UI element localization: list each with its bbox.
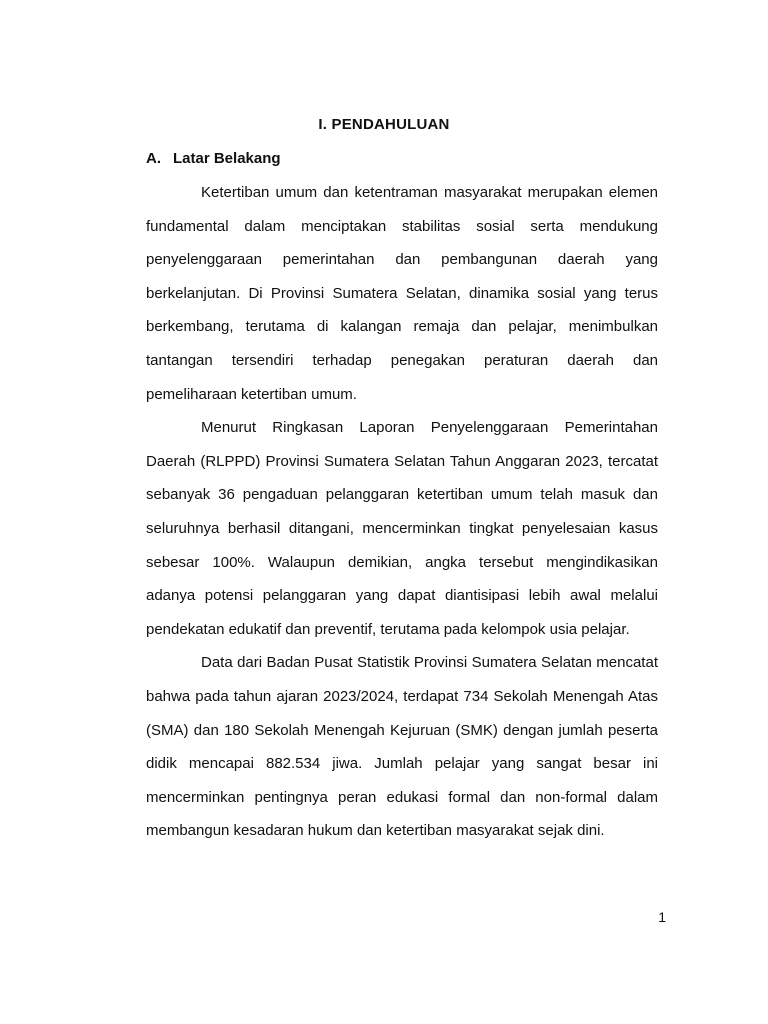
section-number: A.: [146, 150, 161, 167]
page-number: 1: [658, 909, 666, 925]
paragraph-3: Data dari Badan Pusat Statistik Provinsi Sumatera Selatan mencatat bahwa pada tahun ajaran 2023/2024, terdapat 734 Sekolah Menengah Atas (SMA) dan 180 Sekolah Menengah Kejuruan (SMK) dengan jumlah peserta didik mencapai 882.534 jiwa. Jumlah pelajar yang sangat besar ini mencerminkan pentingnya peran edukasi formal dan non-formal dalam membangun kesadaran hukum dan ketertiban masyarakat sejak dini.: [146, 654, 658, 840]
section-title: Latar Belakang: [173, 150, 281, 167]
section-heading: [146, 150, 281, 167]
chapter-title: I. PENDAHULUAN: [318, 116, 450, 133]
paragraph-1: Ketertiban umum dan ketentraman masyarakat merupakan elemen fundamental dalam menciptakan stabilitas sosial serta mendukung penyelenggaraan pemerintahan dan pembangunan daerah yang berkelanjutan. Di Provinsi Sumatera Selatan, dinamika sosial yang terus berkembang, terutama di kalangan remaja dan pelajar, menimbulkan tantangan tersendiri terhadap penegakan peraturan daerah dan pemeliharaan ketertiban umum.: [146, 184, 658, 403]
body-text: [146, 176, 658, 848]
paragraph-2: Menurut Ringkasan Laporan Penyelenggaraan Pemerintahan Daerah (RLPPD) Provinsi Sumatera Selatan Tahun Anggaran 2023, tercatat sebanyak 36 pengaduan pelanggaran ketertiban umum telah masuk dan seluruhnya berhasil ditangani, mencerminkan tingkat penyelesaian kasus sebesar 100%. Walaupun demikian, angka tersebut mengindikasikan adanya potensi pelanggaran yang dapat diantisipasi lebih awal melalui pendekatan edukatif dan preventif, terutama pada kelompok usia pelajar.: [146, 419, 658, 638]
